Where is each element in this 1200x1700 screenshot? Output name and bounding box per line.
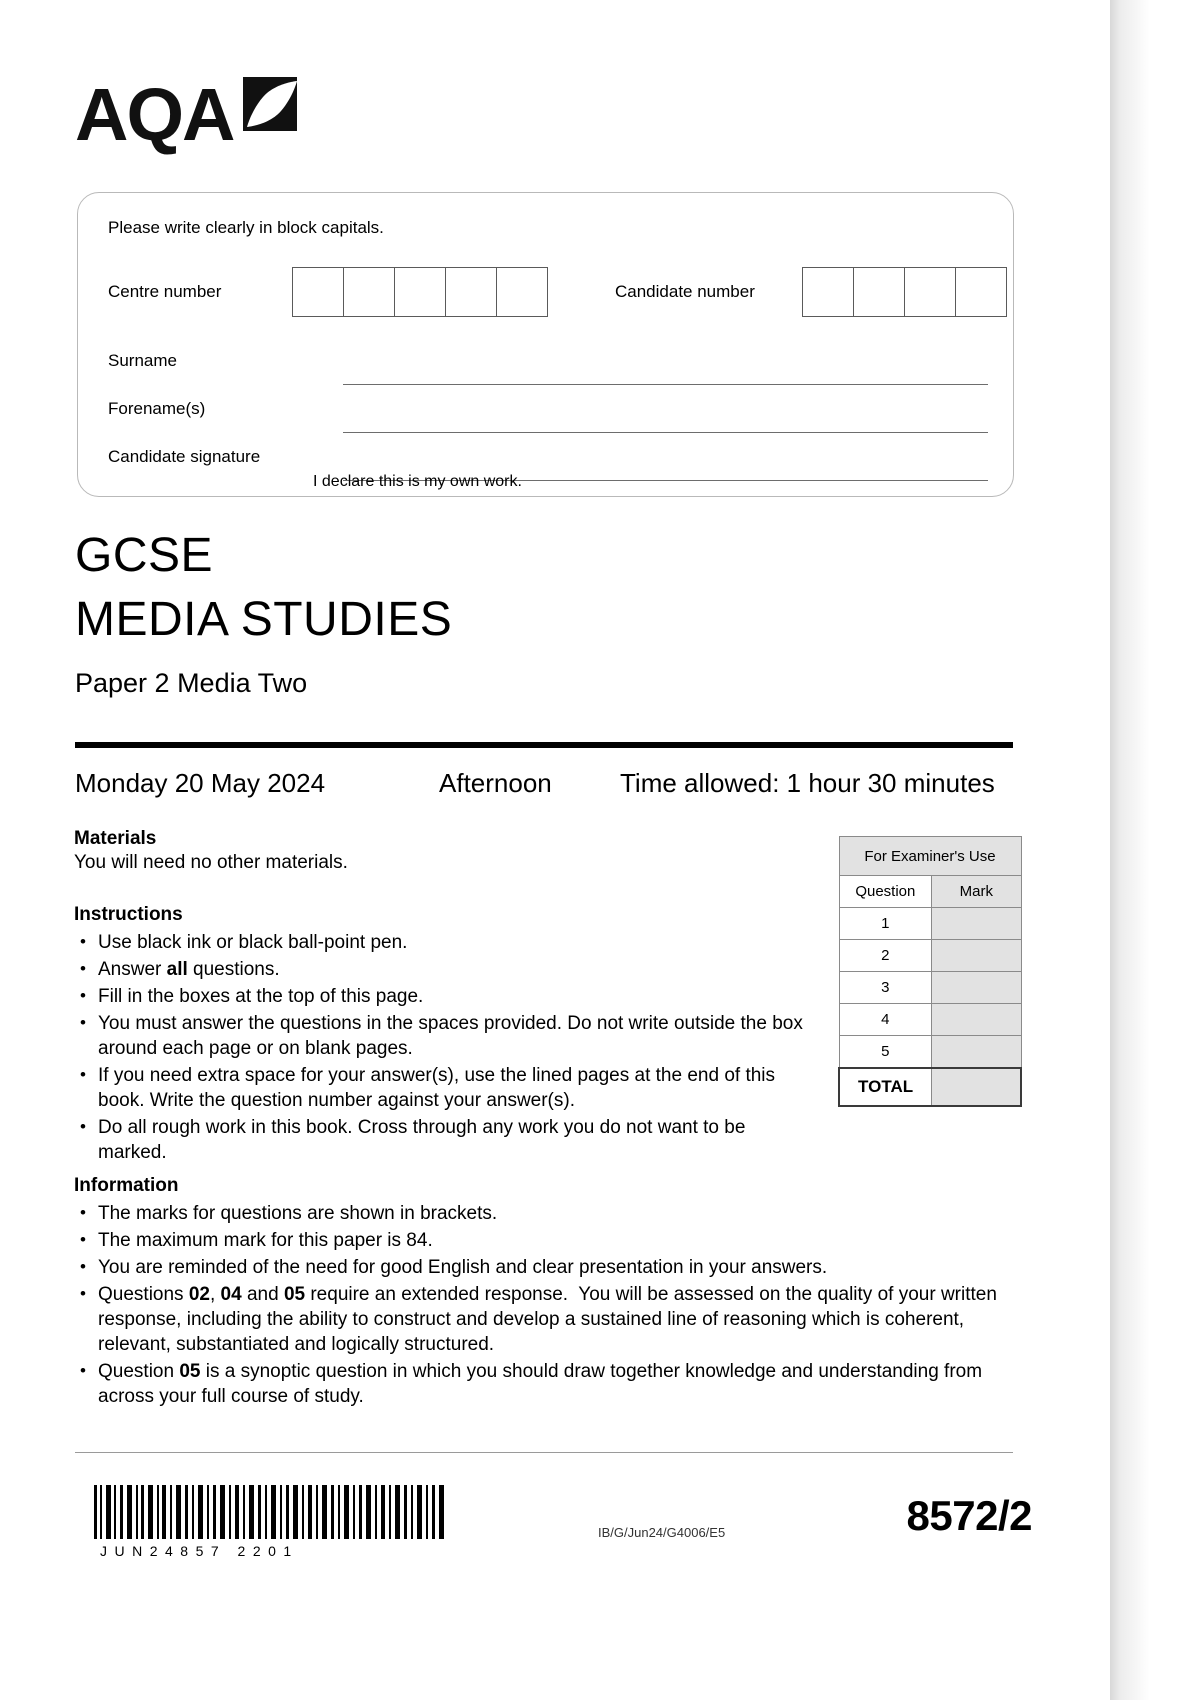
candidate-number-input[interactable] xyxy=(802,267,1007,317)
centre-number-input[interactable] xyxy=(292,267,548,317)
exam-session: Afternoon xyxy=(439,768,552,798)
candidate-number-cell[interactable] xyxy=(904,267,956,317)
table-row xyxy=(839,1036,1021,1069)
instructions-list xyxy=(74,930,814,1165)
exam-date: Monday 20 May 2024 xyxy=(75,768,326,798)
centre-number-cell[interactable] xyxy=(496,267,548,317)
surname-label: Surname xyxy=(108,351,177,370)
question-number: 1 xyxy=(839,908,932,940)
list-item: • The marks for questions are shown in brackets. xyxy=(74,1201,1019,1226)
materials-text: You will need no other materials. xyxy=(74,852,348,873)
centre-number-cell[interactable] xyxy=(394,267,446,317)
surname-field[interactable] xyxy=(108,351,988,385)
paper-code: 8572/2 xyxy=(906,1492,1032,1539)
examiner-use-table xyxy=(838,836,1022,1107)
table-row-total xyxy=(839,1068,1021,1106)
question-number: 5 xyxy=(839,1036,932,1069)
list-item: • The maximum mark for this paper is 84. xyxy=(74,1228,1019,1253)
question-number: 4 xyxy=(839,1004,932,1036)
materials-heading: Materials xyxy=(74,828,157,849)
centre-number-cell[interactable] xyxy=(292,267,344,317)
block-capitals-note: Please write clearly in block capitals. xyxy=(108,218,384,237)
document-code: IB/G/Jun24/G4006/E5 xyxy=(598,1525,726,1540)
qualification-title: GCSE xyxy=(75,529,214,582)
question-number: 3 xyxy=(839,972,932,1004)
examiner-table-title: For Examiner's Use xyxy=(839,837,1021,876)
table-row xyxy=(839,837,1021,876)
barcode xyxy=(92,1485,450,1539)
column-header-question: Question xyxy=(839,876,932,908)
question-number: 2 xyxy=(839,940,932,972)
mark-cell[interactable] xyxy=(932,1004,1021,1036)
title-divider xyxy=(75,742,1013,748)
instructions-section xyxy=(74,904,814,1167)
candidate-number-label: Candidate number xyxy=(615,282,755,301)
forename-rule[interactable] xyxy=(343,432,988,433)
page-edge-shadow xyxy=(1110,0,1200,1700)
list-item: • You are reminded of the need for good English and clear presentation in your answers. xyxy=(74,1255,1019,1280)
information-section xyxy=(74,1175,1019,1411)
centre-number-cell[interactable] xyxy=(445,267,497,317)
list-item: • If you need extra space for your answer(s), use the lined pages at the end of this book. Write the question number against your answer(s). xyxy=(74,1063,814,1113)
number-fields-row xyxy=(108,267,988,317)
column-header-mark: Mark xyxy=(932,876,1021,908)
mark-cell[interactable] xyxy=(932,908,1021,940)
candidate-details-box xyxy=(77,192,1014,497)
forename-label: Forename(s) xyxy=(108,399,206,418)
table-row xyxy=(839,940,1021,972)
signature-field[interactable] xyxy=(108,447,988,481)
exam-details-line xyxy=(75,768,1015,806)
paper-subtitle: Paper 2 Media Two xyxy=(75,668,308,698)
total-mark-cell[interactable] xyxy=(932,1068,1021,1106)
table-row xyxy=(839,908,1021,940)
list-item: • You must answer the questions in the spaces provided. Do not write outside the box around each page or on blank pages. xyxy=(74,1011,814,1061)
leaf-mark-icon xyxy=(241,75,299,138)
mark-cell[interactable] xyxy=(932,1036,1021,1069)
exam-time-allowed: Time allowed: 1 hour 30 minutes xyxy=(620,768,995,798)
list-item: • Questions 02, 04 and 05 require an extended response. You will be assessed on the quality of your written response, including the ability to construct and develop a sustained line of reasoning which is coherent, relevant, substantiated and logically structured. xyxy=(74,1282,1019,1357)
aqa-logo-text: AQA xyxy=(75,73,234,156)
list-item: • Use black ink or black ball-point pen. xyxy=(74,930,814,955)
candidate-number-cell[interactable] xyxy=(853,267,905,317)
list-item: • Fill in the boxes at the top of this page. xyxy=(74,984,814,1009)
instructions-heading: Instructions xyxy=(74,904,183,925)
subject-title: MEDIA STUDIES xyxy=(75,593,453,646)
table-row xyxy=(839,972,1021,1004)
mark-cell[interactable] xyxy=(932,972,1021,1004)
aqa-logo xyxy=(75,73,299,156)
centre-number-label: Centre number xyxy=(108,282,222,301)
signature-label: Candidate signature xyxy=(108,447,261,466)
candidate-number-cell[interactable] xyxy=(802,267,854,317)
information-list xyxy=(74,1201,1019,1409)
list-item: • Answer all questions. xyxy=(74,957,814,982)
materials-section xyxy=(74,828,774,874)
mark-cell[interactable] xyxy=(932,940,1021,972)
footer-divider xyxy=(75,1452,1013,1453)
candidate-number-cell[interactable] xyxy=(955,267,1007,317)
table-row xyxy=(839,876,1021,908)
declaration-text: I declare this is my own work. xyxy=(313,473,522,490)
information-heading: Information xyxy=(74,1175,179,1196)
list-item: • Question 05 is a synoptic question in which you should draw together knowledge and understanding from across your full course of study. xyxy=(74,1359,1019,1409)
barcode-digits: JUN24857 2201 xyxy=(100,1543,299,1559)
table-row xyxy=(839,1004,1021,1036)
forename-field[interactable] xyxy=(108,399,988,433)
total-label: TOTAL xyxy=(839,1068,932,1106)
centre-number-cell[interactable] xyxy=(343,267,395,317)
surname-rule[interactable] xyxy=(343,384,988,385)
list-item: • Do all rough work in this book. Cross through any work you do not want to be marked. xyxy=(74,1115,814,1165)
